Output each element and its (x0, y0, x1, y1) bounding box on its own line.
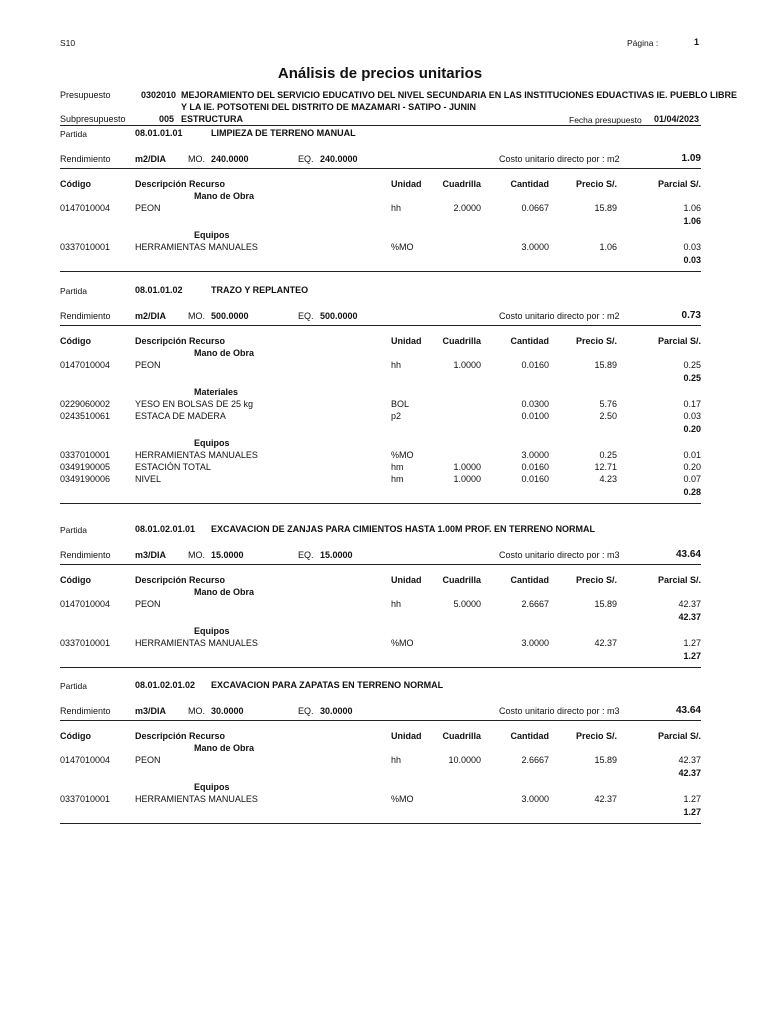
resource-price: 4.23 (599, 474, 617, 484)
resource-partial: 0.17 (683, 399, 701, 409)
resource-group-title: Mano de Obra (194, 743, 255, 753)
resource-unit: %MO (391, 638, 414, 648)
unit-cost-label: Costo unitario directo por : m2 (499, 154, 620, 164)
col-descripcion: Descripción Recurso (135, 575, 226, 585)
budget-code: 0302010 (141, 90, 177, 100)
col-codigo: Código (60, 179, 91, 189)
resource-price: 0.25 (599, 450, 617, 460)
col-descripcion: Descripción Recurso (135, 179, 226, 189)
resource-partial: 42.37 (678, 755, 701, 765)
rendimiento-divider (60, 720, 701, 721)
resource-partial: 0.25 (683, 360, 701, 370)
resource-code: 0147010004 (60, 360, 111, 370)
mo-label: MO. (188, 706, 205, 716)
budget-description-line1: MEJORAMIENTO DEL SERVICIO EDUCATIVO DEL NIVEL SECUNDARIA EN LAS INSTITUCIONES EDUACTIVAS IE. PUEBLO LIBRE (181, 90, 738, 100)
resource-crew: 1.0000 (453, 462, 481, 472)
resource-description: NIVEL (135, 474, 162, 484)
unit-cost-label: Costo unitario directo por : m3 (499, 706, 620, 716)
eq-value: 30.0000 (320, 706, 353, 716)
group-subtotal: 1.27 (683, 807, 701, 817)
rendimiento-divider (60, 564, 701, 565)
resource-group-title: Materiales (194, 387, 239, 397)
resource-description: HERRAMIENTAS MANUALES (135, 794, 258, 804)
resource-quantity: 0.0100 (521, 411, 549, 421)
rendimiento-label: Rendimiento (60, 154, 111, 164)
system-label: S10 (60, 38, 76, 48)
eq-label: EQ. (298, 550, 314, 560)
eq-label: EQ. (298, 706, 314, 716)
col-cuadrilla: Cuadrilla (442, 336, 481, 346)
resource-code: 0337010001 (60, 450, 111, 460)
partida-code: 08.01.01.01 (135, 128, 183, 138)
resource-quantity: 2.6667 (521, 599, 549, 609)
resource-price: 42.37 (594, 794, 617, 804)
col-cantidad: Cantidad (510, 575, 549, 585)
resource-partial: 1.27 (683, 794, 701, 804)
group-subtotal: 0.20 (683, 424, 701, 434)
page-label: Página : (627, 38, 659, 48)
resource-code: 0147010004 (60, 755, 111, 765)
resource-description: ESTACIÓN TOTAL (135, 462, 211, 472)
resource-description: PEON (135, 203, 161, 213)
eq-label: EQ. (298, 311, 314, 321)
resource-group-title: Mano de Obra (194, 191, 255, 201)
resource-code: 0229060002 (60, 399, 111, 409)
resource-description: PEON (135, 599, 161, 609)
subbudget-label: Subpresupuesto (60, 114, 126, 124)
col-descripcion: Descripción Recurso (135, 731, 226, 741)
resource-code: 0337010001 (60, 242, 111, 252)
resource-code: 0349190005 (60, 462, 111, 472)
page-number: 1 (694, 37, 700, 47)
group-subtotal: 1.06 (683, 216, 701, 226)
col-codigo: Código (60, 731, 91, 741)
resource-quantity: 3.0000 (521, 450, 549, 460)
unit-cost-value: 43.64 (675, 549, 701, 560)
resource-quantity: 0.0667 (521, 203, 549, 213)
resource-partial: 0.07 (683, 474, 701, 484)
resource-unit: hh (391, 599, 402, 609)
resource-group-title: Equipos (194, 438, 230, 448)
col-parcial: Parcial S/. (657, 731, 701, 741)
resource-quantity: 0.0160 (521, 474, 549, 484)
col-cantidad: Cantidad (510, 336, 549, 346)
col-cantidad: Cantidad (510, 731, 549, 741)
budget-description-line2: Y LA IE. POTSOTENI DEL DISTRITO DE MAZAMARI - SATIPO - JUNIN (181, 102, 477, 112)
group-subtotal: 0.03 (683, 255, 701, 265)
resource-price: 1.06 (599, 242, 617, 252)
resource-quantity: 0.0300 (521, 399, 549, 409)
resource-unit: hh (391, 360, 402, 370)
resource-description: YESO EN BOLSAS DE 25 kg (135, 399, 254, 409)
unit-cost-label: Costo unitario directo por : m2 (499, 311, 620, 321)
group-subtotal: 0.28 (683, 487, 701, 497)
col-parcial: Parcial S/. (657, 575, 701, 585)
col-precio: Precio S/. (575, 336, 617, 346)
resource-quantity: 2.6667 (521, 755, 549, 765)
resource-price: 15.89 (594, 755, 617, 765)
partida-end-divider (60, 271, 701, 272)
header-divider (60, 125, 701, 126)
partida-label: Partida (60, 129, 87, 139)
subbudget-code: 005 (159, 114, 175, 124)
col-cuadrilla: Cuadrilla (442, 575, 481, 585)
resource-code: 0337010001 (60, 638, 111, 648)
budget-date-label: Fecha presupuesto (569, 115, 642, 125)
partida-name: EXCAVACION PARA ZAPATAS EN TERRENO NORMAL (211, 680, 444, 690)
budget-date-value: 01/04/2023 (654, 114, 700, 124)
resource-price: 15.89 (594, 360, 617, 370)
eq-value: 15.0000 (320, 550, 353, 560)
group-subtotal: 42.37 (678, 768, 701, 778)
col-precio: Precio S/. (575, 179, 617, 189)
resource-partial: 0.20 (683, 462, 701, 472)
group-subtotal: 42.37 (678, 612, 701, 622)
subbudget-name: ESTRUCTURA (181, 114, 243, 124)
resource-group-title: Equipos (194, 230, 230, 240)
partida-label: Partida (60, 286, 87, 296)
mo-value: 240.0000 (211, 154, 249, 164)
col-parcial: Parcial S/. (657, 336, 701, 346)
resource-partial: 1.06 (683, 203, 701, 213)
resource-price: 42.37 (594, 638, 617, 648)
eq-value: 240.0000 (320, 154, 358, 164)
resource-quantity: 3.0000 (521, 638, 549, 648)
mo-value: 30.0000 (211, 706, 244, 716)
rendimiento-unit: m2/DIA (135, 154, 167, 164)
resource-crew: 2.0000 (453, 203, 481, 213)
eq-value: 500.0000 (320, 311, 358, 321)
partida-end-divider (60, 503, 701, 504)
resource-group-title: Mano de Obra (194, 587, 255, 597)
resource-crew: 1.0000 (453, 360, 481, 370)
mo-label: MO. (188, 550, 205, 560)
resource-unit: hh (391, 755, 402, 765)
resource-price: 15.89 (594, 203, 617, 213)
resource-group-title: Mano de Obra (194, 348, 255, 358)
partida-label: Partida (60, 525, 87, 535)
resource-price: 2.50 (599, 411, 617, 421)
col-unidad: Unidad (391, 179, 422, 189)
mo-value: 15.0000 (211, 550, 244, 560)
partida-end-divider (60, 667, 701, 668)
unit-cost-label: Costo unitario directo por : m3 (499, 550, 620, 560)
col-cuadrilla: Cuadrilla (442, 731, 481, 741)
partida-code: 08.01.01.02 (135, 285, 183, 295)
resource-unit: %MO (391, 450, 414, 460)
resource-partial: 0.03 (683, 242, 701, 252)
resource-unit: p2 (391, 411, 402, 421)
resource-quantity: 0.0160 (521, 360, 549, 370)
mo-label: MO. (188, 311, 205, 321)
resource-price: 5.76 (599, 399, 617, 409)
resource-quantity: 0.0160 (521, 462, 549, 472)
resource-code: 0349190006 (60, 474, 111, 484)
partida-end-divider (60, 823, 701, 824)
resource-quantity: 3.0000 (521, 242, 549, 252)
col-parcial: Parcial S/. (657, 179, 701, 189)
rendimiento-label: Rendimiento (60, 706, 111, 716)
rendimiento-unit: m3/DIA (135, 706, 167, 716)
partida-name: LIMPIEZA DE TERRENO MANUAL (211, 128, 356, 138)
rendimiento-unit: m2/DIA (135, 311, 167, 321)
resource-price: 12.71 (594, 462, 617, 472)
partida-label: Partida (60, 681, 87, 691)
resource-group-title: Equipos (194, 782, 230, 792)
page-title: Análisis de precios unitarios (277, 65, 483, 82)
resource-code: 0147010004 (60, 599, 111, 609)
resource-code: 0337010001 (60, 794, 111, 804)
resource-unit: hh (391, 203, 402, 213)
rendimiento-label: Rendimiento (60, 311, 111, 321)
resource-partial: 42.37 (678, 599, 701, 609)
resource-partial: 0.01 (683, 450, 701, 460)
resource-partial: 0.03 (683, 411, 701, 421)
resource-description: ESTACA DE MADERA (135, 411, 226, 421)
rendimiento-divider (60, 325, 701, 326)
col-unidad: Unidad (391, 336, 422, 346)
resource-description: HERRAMIENTAS MANUALES (135, 450, 258, 460)
resource-unit: hm (391, 474, 404, 484)
resource-description: HERRAMIENTAS MANUALES (135, 242, 258, 252)
rendimiento-unit: m3/DIA (135, 550, 167, 560)
rendimiento-divider (60, 168, 701, 169)
resource-partial: 1.27 (683, 638, 701, 648)
resource-description: PEON (135, 755, 161, 765)
resource-quantity: 3.0000 (521, 794, 549, 804)
resource-group-title: Equipos (194, 626, 230, 636)
resource-crew: 1.0000 (453, 474, 481, 484)
col-cuadrilla: Cuadrilla (442, 179, 481, 189)
mo-label: MO. (188, 154, 205, 164)
col-cantidad: Cantidad (510, 179, 549, 189)
col-unidad: Unidad (391, 731, 422, 741)
col-unidad: Unidad (391, 575, 422, 585)
resource-unit: BOL (391, 399, 410, 409)
eq-label: EQ. (298, 154, 314, 164)
col-codigo: Código (60, 575, 91, 585)
resource-code: 0243510061 (60, 411, 111, 421)
unit-cost-value: 0.73 (681, 310, 701, 321)
col-codigo: Código (60, 336, 91, 346)
partida-code: 08.01.02.01.01 (135, 524, 196, 534)
resource-description: HERRAMIENTAS MANUALES (135, 638, 258, 648)
resource-unit: %MO (391, 242, 414, 252)
resource-crew: 10.0000 (448, 755, 481, 765)
unit-cost-value: 1.09 (681, 153, 701, 164)
resource-price: 15.89 (594, 599, 617, 609)
resource-crew: 5.0000 (453, 599, 481, 609)
group-subtotal: 1.27 (683, 651, 701, 661)
partida-code: 08.01.02.01.02 (135, 680, 196, 690)
col-precio: Precio S/. (575, 731, 617, 741)
mo-value: 500.0000 (211, 311, 249, 321)
unit-cost-value: 43.64 (675, 705, 701, 716)
resource-code: 0147010004 (60, 203, 111, 213)
group-subtotal: 0.25 (683, 373, 701, 383)
rendimiento-label: Rendimiento (60, 550, 111, 560)
col-precio: Precio S/. (575, 575, 617, 585)
budget-label: Presupuesto (60, 90, 111, 100)
partida-name: TRAZO Y REPLANTEO (211, 285, 309, 295)
resource-description: PEON (135, 360, 161, 370)
resource-unit: hm (391, 462, 404, 472)
col-descripcion: Descripción Recurso (135, 336, 226, 346)
partida-name: EXCAVACION DE ZANJAS PARA CIMIENTOS HASTA 1.00M PROF. EN TERRENO NORMAL (211, 524, 596, 534)
resource-unit: %MO (391, 794, 414, 804)
